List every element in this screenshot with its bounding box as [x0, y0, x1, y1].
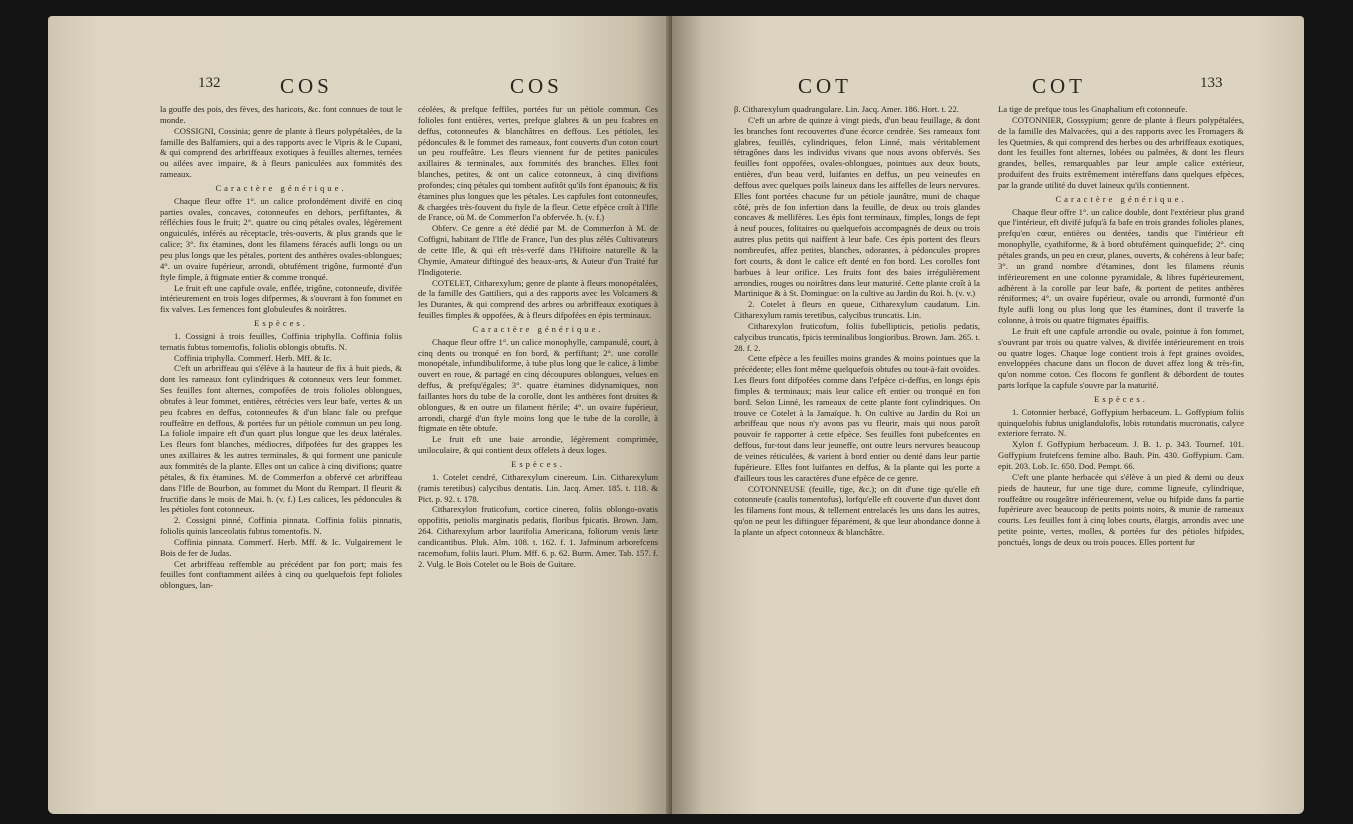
text-paragraph: C'eft un arbriffeau qui s'élève à la hauteur de fix à huit pieds, & dont les rameaux font cylindriques & cotonneux vers leur fommet. Ses feuilles font alternes, compofées de trois folioles oblongues, obtufes à leur fommet, entières, rétrécies vers leur bafe, vertes & un peu fcabres en deffus, cotonneufes & d'un blanc fale ou prefque rouffeâtre en deffous, & portées fur un pétiole commun un peu long. La foliole impaire eft d'un quart plus longue que les deux latérales. Les fleurs font blanches, médiocres, difpofées fur des grappes les unes axillaires & les autres terminales, & qui forment une panicule aux fommités de la plante. Elles ont un calice à cinq divifions; quatre pétales, & fix étamines. M. de Commerfon a obfervé cet arbriffeau dans l'Ifle de Bourbon, au fommet du Mont du Rempart. Il fleurit & fructifie dans le mois de Mai. ħ. (v. f.) Les calices, les pédoncules & les pétioles font cotonneux.: [160, 363, 402, 515]
right-page: [672, 16, 1304, 814]
text-paragraph: Citharexylon fruticofum, cortice cinereo, foliis oblongo-ovatis oppofitis, petiolis marginatis pedatis, floribus fpicatis. Brown. Jam. 264. Citharexylum arbor laurifolia Americana, foliorum venis læte candicantibus. Pluk. Alm. 108. t. 162. f. 1. Jafminum arborefcens racemofum, foliis lauri. Plum. Mff. 6. p. 62. Burm. Amer. Tab. 157. f. 2. Vulg. le Bois Cotelet ou le Bois de Guitare.: [418, 504, 658, 569]
text-paragraph: COTONNIER, Gossypium; genre de plante à fleurs polypétalées, de la famille des Malvacées, qui a des rapports avec les Fromagers & les Quetmies, & qui comprend des herbes ou des arbriffeaux exotiques, dont les feuilles font alternes, lobées ou palmées, & dont les fleurs grandes, belles, remarquables par leur ample calice extérieur, produifent des fruits extrêmement intéreffans dans quelques efpèces, par la grande utilité du duvet laineux qu'ils contiennent.: [998, 114, 1244, 190]
running-head-left-col2: COS: [510, 74, 563, 98]
text-paragraph: COTONNEUSE (feuille, tige, &c.); on dit d'une tige qu'elle eft cotonneufe (caulis tomentofus), lorfqu'elle eft couverte d'un duvet dont les filamens font mous, & tellement entrelacés les uns dans les autres, qu'on ne peut les diftinguer féparément, & que leur abondance donne à la plante un afpect cotonneux & blanchâtre.: [734, 483, 980, 537]
text-paragraph: la gouffe des pois, des fèves, des haricots, &c. font connues de tout le monde.: [160, 104, 402, 125]
text-paragraph: COSSIGNI, Cossinia; genre de plante à fleurs polypétalées, de la famille des Balfamiers, qui a des rapports avec le Vipris & le Cupani, & qui comprend des arbriffeaux exotiques à feuilles alternes, ternées ou ailées avec impaire, & à fleurs paniculées aux fommités des rameaux.: [160, 125, 402, 180]
text-paragraph: La tige de prefque tous les Gnaphalium eft cotonneufe.: [998, 104, 1188, 114]
text-paragraph: 2. Cotelet à fleurs en queue, Citharexylum caudatum. Lin. Citharexylum ramis teretibus, calycibus truncatis. Lin.: [734, 299, 980, 321]
text-paragraph: 1. Cotelet cendré, Citharexylum cinereum. Lin. Citharexylum (ramis teretibus) calycibus dentatis. Lin. Jacq. Amer. 185. t. 118. & Pict. p. 92. t. 178.: [418, 471, 658, 504]
text-paragraph: Xylon f. Goffypium herbaceum. J. B. 1. p. 343. Tournef. 101. Goffypium frutefcens femine albo. Bauh. Pin. 430. Goffypium. Cam. epit. 203. Lob. Ic. 650. Dod. Pempt. 66.: [998, 439, 1244, 471]
left-page: [48, 16, 672, 814]
running-head-left-col1: COS: [280, 74, 333, 98]
text-paragraph: Obferv. Ce genre a été dédié par M. de Commerfon à M. de Coffigni, habitant de l'Ifle de France, l'un des plus zélés Cultivateurs de cette Ifle, & qui eft très-verfé dans l'Hiftoire naturelle & la Chymie, Amateur diftingué des beaux-arts, & Auteur d'un Traité fur l'Indigoterie.: [418, 223, 658, 277]
right-column-1: [734, 104, 980, 538]
text-paragraph: Le fruit eft une capfule ovale, enflée, trigône, cotonneufe, divifée intérieurement en trois loges difpermes, & s'ouvrant à fon fommet en fix valves. Les femences font globuleufes & noirâtres.: [160, 282, 402, 315]
text-paragraph: COTELET, Citharexylum; genre de plante à fleurs monopétalées, de la famille des Gattiliers, qui a des rapports avec les Volcamers & les Durantes, & qui comprend des arbres ou arbriffeaux exotiques à feuilles fimples & oppofées, & à fleurs difpofées en épis terminaux.: [418, 277, 658, 321]
text-paragraph: β. Citharexylum quadrangulare. Lin. Jacq. Amer. 186. Hort. t. 22.: [734, 104, 959, 114]
text-paragraph: Le fruit eft une capfule arrondie ou ovale, pointue à fon fommet, s'ouvrant par trois ou quatre valves, & divifée intérieurement en trois ou quatre loges. Chaque loge contient trois à fept graines ovoïdes, enveloppées chacune dans un flocon de duvet affez long & très-fin, qu'on nomme coton. Ces flocons fe gonflent & débordent de toutes parts lorfque la capfule s'ouvre par la maturité.: [998, 325, 1244, 391]
text-paragraph: Chaque fleur offre 1°. un calice monophylle, campanulé, court, à cinq dents ou tronqué en fon bord, & perfiftant; 2°. une corolle monopétale, infundibuliforme, à tube plus long que le calice, à limbe ouvert en roue, & partagé en cinq découpures oblongues, velues en deffus, & prefqu'égales; 3°. quatre étamines didynamiques, non faillantes hors du tube de la corolle, dont les anthères font droites & oblongues, & en outre un filament ftérile; 4°. un ovaire fupérieur, arrondi, chargé d'un ftyle moins long que le tube de la corolle, à ftigmate en tête obtufe.: [418, 336, 658, 434]
text-paragraph: Chaque fleur offre 1°. un calice double, dont l'extérieur plus grand que l'intérieur, eft divifé jufqu'à fa bafe en trois grandes folioles planes, prefqu'en cœur, entières ou dentées, tandis que l'intérieur eft monophylle, cyathiforme, & à bord obtufément quinquefide; 2°. cinq pétales grands, un peu en cœur, planes, ouverts, & cohérens à leur bafe; 3°. un grand nombre d'étamines, dont les filamens réunis inférieurement en une colonne pyramidale, & libres fupérieurement, adhèrent à la corolle par leur bafe, & portent de petites anthères réniformes; 4°. un ovaire fupérieur, ovale ou arrondi, furmonté d'un ftyle aufli long ou plus long que les étamines, dont il traverfe la colonne, à trois ou quatre ftigmates épaiffis.: [998, 206, 1244, 326]
text-paragraph: Citharexylon fruticofum, foliis fubellipticis, petiolis pedatis, calycibus truncatis, fpicis terminalibus longioribus. Brown. Jam. 265. t. 28. f. 2.: [734, 320, 980, 353]
text-paragraph: 2. Cossigni pinné, Coffinia pinnata. Coffinia foliis pinnatis, foliolis quinis lanceolatis fubtus tomentofis. N.: [160, 515, 402, 537]
running-head-right-col2: COT: [1032, 74, 1086, 98]
page-number-right: 133: [1200, 75, 1223, 91]
text-paragraph: Le fruit eft une baie arrondie, légèrement comprimée, uniloculaire, & qui contient deux offelets à deux loges.: [418, 434, 658, 456]
text-paragraph: Caractère générique.: [1055, 193, 1187, 204]
text-paragraph: 1. Cotonnier herbacé, Goffypium herbaceum. L. Goffypium foliis quinquelobis fubtus uniglandulofis, lobis rotundatis mucronatis, calyce exteriore ferrato. N.: [998, 406, 1244, 439]
right-column-2: [998, 104, 1244, 548]
left-column-1: [160, 104, 402, 591]
text-paragraph: Cette efpèce a les feuilles moins grandes & moins pointues que la précédente; elles font même quelquefois obtufes ou tout-à-fait ovoïdes. Les fleurs font difpofées comme dans l'efpèce ci-deffus, en longs épis fimples & terminaux; mais leur calice eft entier ou tronqué en fon bord. Selon Linné, les rameaux de cette plante font cylindriques. On trouve ce Cotelet à la Jamaïque. ħ. On cultive au Jardin du Roi un arbriffeau que nous n'y avons pas vu fleurir, mais qui nous paroît pouvoir fe rapporter à cette efpèce. Ses feuilles font pubefcentes en deffous, fur-tout dans leur jeuneffe, ont outre leurs nervures beaucoup de veines réticulées, & varient à bord entier ou denté dans leur partie fupérieure. Elles font luifantes en deffus, & la plante qui les porte a d'ailleurs tous les caractères d'une efpèce de ce genre.: [734, 353, 980, 483]
text-paragraph: 1. Cossigni à trois feuilles, Coffinia triphylla. Coffinia foliis ternatis fubtus tomentofis, foliolis oblongis obtufis. N.: [160, 330, 402, 352]
text-paragraph: Caractère générique.: [472, 323, 604, 334]
text-paragraph: Caractère générique.: [215, 182, 347, 193]
left-column-2: [418, 104, 658, 569]
text-paragraph: C'eft un arbre de quinze à vingt pieds, d'un beau feuillage, & dont les branches font recouvertes d'une écorce cendrée. Ses rameaux font glabres, feuillés, cylindriques, felon Linné, mais véritablement tétragônes dans les individus vivans que nous avons obfervés. Ses feuilles font oppofées, ovales-oblongues, pointues aux deux bouts, entières, d'un beau verd, luifantes en deffus, un peu veineufes en deffous avec quelques poils laineux dans les aiffelles de leurs nervures. Elles font portées chacune fur un pétiole jaunâtre, muni de chaque côté, près de fon infertion dans la feuille, de deux ou trois glandes concaves & mellifères. Les épis font terminaux, fimples, longs de fept à neuf pouces, folitaires ou quelquefois accompagnés de deux ou trois autres plus petits qui naiffent à leur bafe. Ces épis portent des fleurs nombreufes, affez petites, blanches, odorantes, à pédoncules propres fort courts, & dont le calice eft denté en fon bord. Les corolles font barbues à leur orifice. Les fruits font des baies irrégulièrement arrondies, rouges ou noirâtres dans leur maturité. Cette plante croît à la Martinique & à St. Domingue: on la cultive au Jardin du Roi. ħ. (v. v.): [734, 114, 980, 299]
running-head-right-col1: COT: [798, 74, 852, 98]
text-paragraph: Coffinia triphylla. Commerf. Herb. Mff. & Ic.: [174, 352, 332, 363]
text-paragraph: Cet arbriffeau reffemble au précédent par fon port; mais fes feuilles font conftamment ailées à cinq ou quelquefois fept folioles oblongues, lan-: [160, 558, 402, 591]
text-paragraph: Espèces.: [511, 459, 565, 469]
text-paragraph: Coffinia pinnata. Commerf. Herb. Mff. & Ic. Vulgairement le Bois de fer de Judas.: [160, 536, 402, 558]
text-paragraph: Chaque fleur offre 1°. un calice profondément divifé en cinq parties ovales, concaves, cotonneufes en dehors, perfiftantes, & réfléchies fous le fruit; 2°. quatre ou cinq pétales ovales, légèrement onguiculés, inférés au réceptacle, très-ouverts, & plus grands que le calice; 3°. fix étamines, dont les filamens féracés aufli longs ou un peu plus longs que les pétales, portent des anthères ovales-oblongues; 4°. un ovaire fupérieur, arrondi, obtufément trigône, furmonté d'un ftyle fimple, à ftigmate entier & comme tronqué.: [160, 195, 402, 282]
text-paragraph: Espèces.: [1094, 393, 1148, 404]
text-paragraph: céolées, & prefque feffiles, portées fur un pétiole commun. Ces folioles font entières, vertes, prefque glabres & un peu fcabres en deffus, cotonneufes & blanchâtres en deffous. Les pétioles, les pédoncules & le fommet des rameaux, font couverts d'un coton court un peu rouffeâtre. Les fleurs viennent fur de petites panicules axillaires & terminales, aux fommités des branches. Elles font blanches, petites, & ont un calice cotonneux, à cinq divifions profondes; cinq pétales qui tombent aufitôt qu'ils font épanouis; & fix étamines plus longues que les pétales. Les capfules font cotonneufes, & chargées très-fouvent du ftyle de la fleur. Cette efpèce croît à l'Ifle de France, où M. de Commerfon l'a obfervée. ħ. (v. f.): [418, 104, 658, 223]
page-number-left: 132: [198, 75, 221, 91]
text-paragraph: Espèces.: [254, 318, 308, 329]
text-paragraph: C'eft une plante herbacée qui s'élève à un pied & demi ou deux pieds de hauteur, fur une tige dure, comme ligneufe, cylindrique, rouffeâtre ou rougeâtre inférieurement, velue ou hifpide dans fa partie fupérieure avec beaucoup de petits points noirs, & munie de rameaux courts. Les feuilles font à cinq lobes courts, élargis, arrondis avec une petite pointe, vertes, molles, & portées fur des pétioles hifpides, ponctués, longs de deux ou trois pouces. Elles portent fur: [998, 471, 1244, 547]
